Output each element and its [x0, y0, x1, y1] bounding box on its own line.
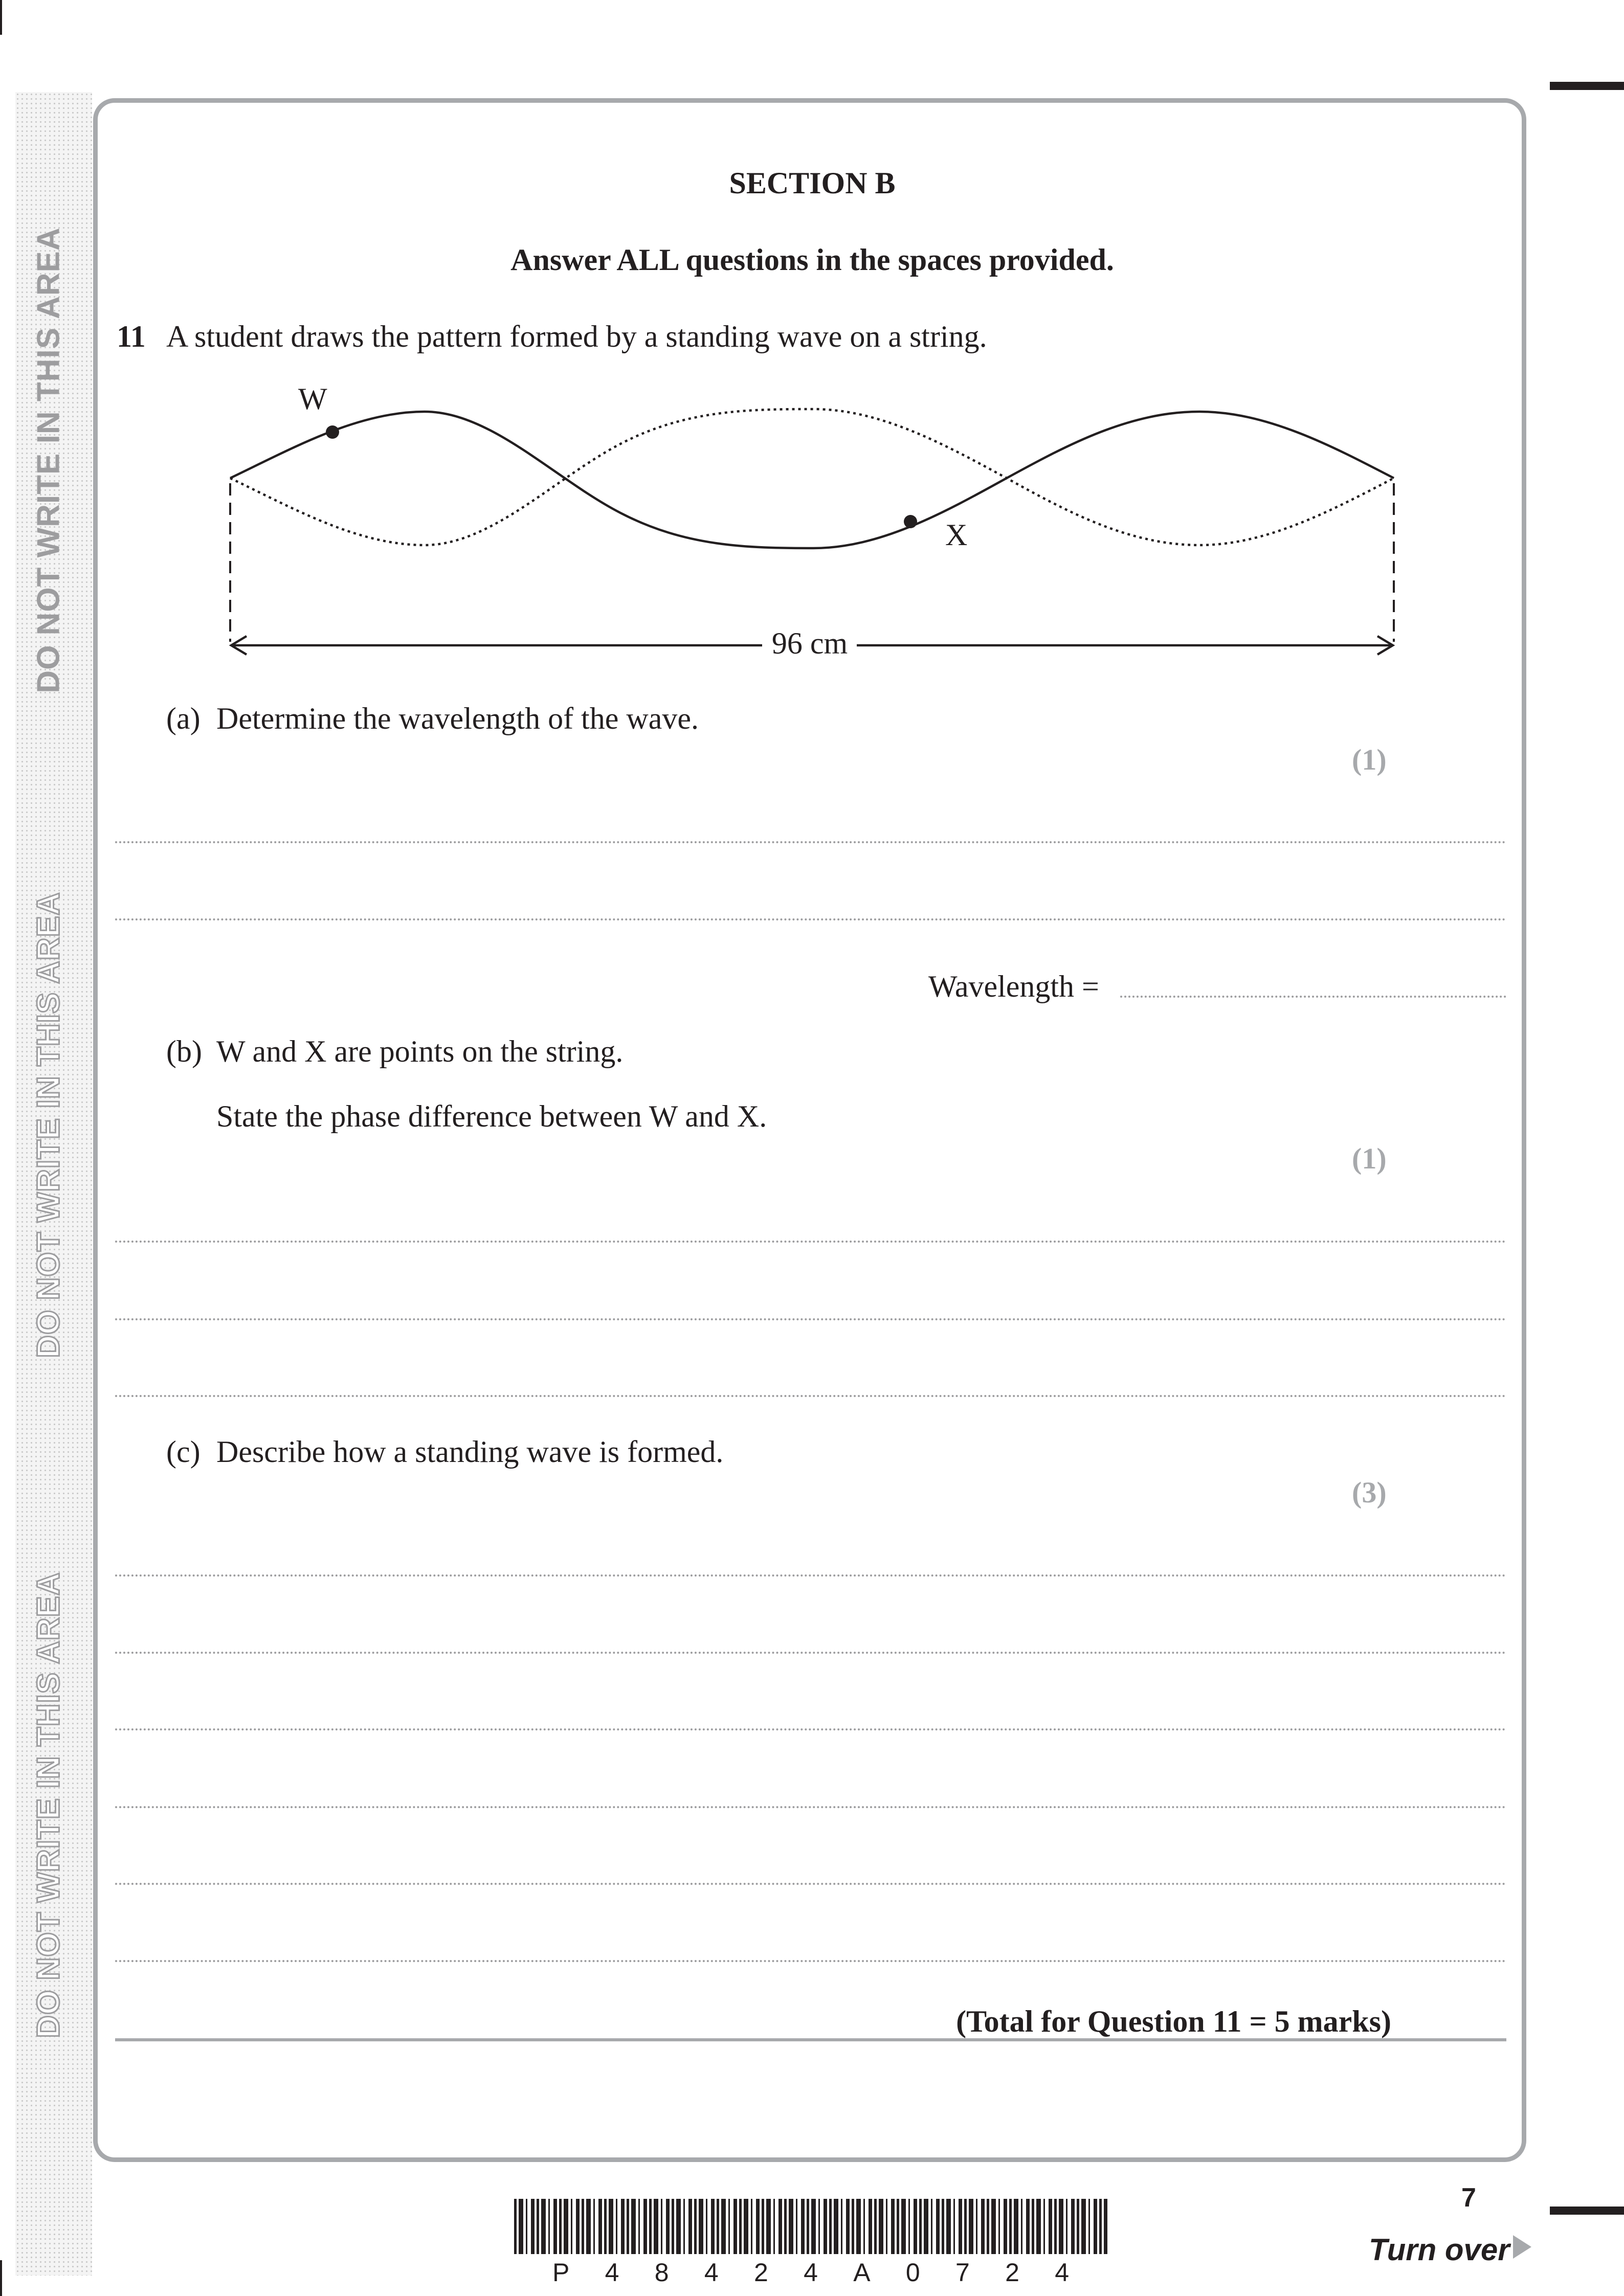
- total-rule: [115, 2038, 1506, 2041]
- crop-mark: [0, 2260, 2, 2296]
- part-c-marks: (3): [1352, 1476, 1387, 1509]
- point-x: [904, 515, 917, 528]
- label-w: W: [298, 382, 327, 416]
- part-b-text2: State the phase difference between W and X.: [216, 1099, 767, 1133]
- answer-line[interactable]: [115, 1574, 1506, 1577]
- barcode: [514, 2199, 1107, 2254]
- wave-solid: [230, 412, 1394, 552]
- wavelength-answer-line[interactable]: [1120, 996, 1506, 998]
- question-total: (Total for Question 11 = 5 marks): [956, 2005, 1391, 2038]
- answer-line[interactable]: [115, 841, 1506, 843]
- wave-dotted: [230, 409, 1394, 545]
- question-number: 11: [117, 320, 146, 353]
- part-b-marks: (1): [1352, 1142, 1387, 1175]
- part-c-text: Describe how a standing wave is formed.: [216, 1435, 724, 1469]
- crop-mark: [1550, 2207, 1624, 2215]
- answer-line[interactable]: [115, 918, 1506, 920]
- label-x: X: [945, 518, 968, 552]
- answer-line[interactable]: [115, 1318, 1506, 1320]
- length-label: 96 cm: [771, 626, 848, 660]
- answer-line[interactable]: [115, 1241, 1506, 1243]
- question-stem: A student draws the pattern formed by a standing wave on a string.: [166, 320, 987, 353]
- answer-line[interactable]: [115, 1395, 1506, 1397]
- answer-line[interactable]: [115, 1806, 1506, 1808]
- part-b-label: (b): [166, 1034, 202, 1068]
- part-a-marks: (1): [1352, 743, 1387, 776]
- answer-line[interactable]: [115, 1652, 1506, 1654]
- page-number: 7: [1461, 2183, 1476, 2213]
- part-c-label: (c): [166, 1435, 201, 1469]
- turn-over: Turn over: [1369, 2233, 1510, 2267]
- part-a-label: (a): [166, 702, 201, 735]
- answer-line[interactable]: [115, 1960, 1506, 1962]
- answer-line[interactable]: [115, 1883, 1506, 1885]
- part-a-text: Determine the wavelength of the wave.: [216, 702, 699, 735]
- instruction: Answer ALL questions in the spaces provided.: [510, 243, 1114, 277]
- point-w: [326, 425, 339, 439]
- barcode-digits: P 4 8 4 2 4 A 0 7 2 4: [552, 2258, 1069, 2287]
- wavelength-label: Wavelength =: [928, 970, 1099, 1003]
- part-b-text: W and X are points on the string.: [216, 1034, 624, 1068]
- answer-line[interactable]: [115, 1728, 1506, 1730]
- play-arrow-icon: [1513, 2235, 1531, 2259]
- standing-wave-diagram: [0, 0, 1624, 665]
- section-title: SECTION B: [729, 166, 896, 200]
